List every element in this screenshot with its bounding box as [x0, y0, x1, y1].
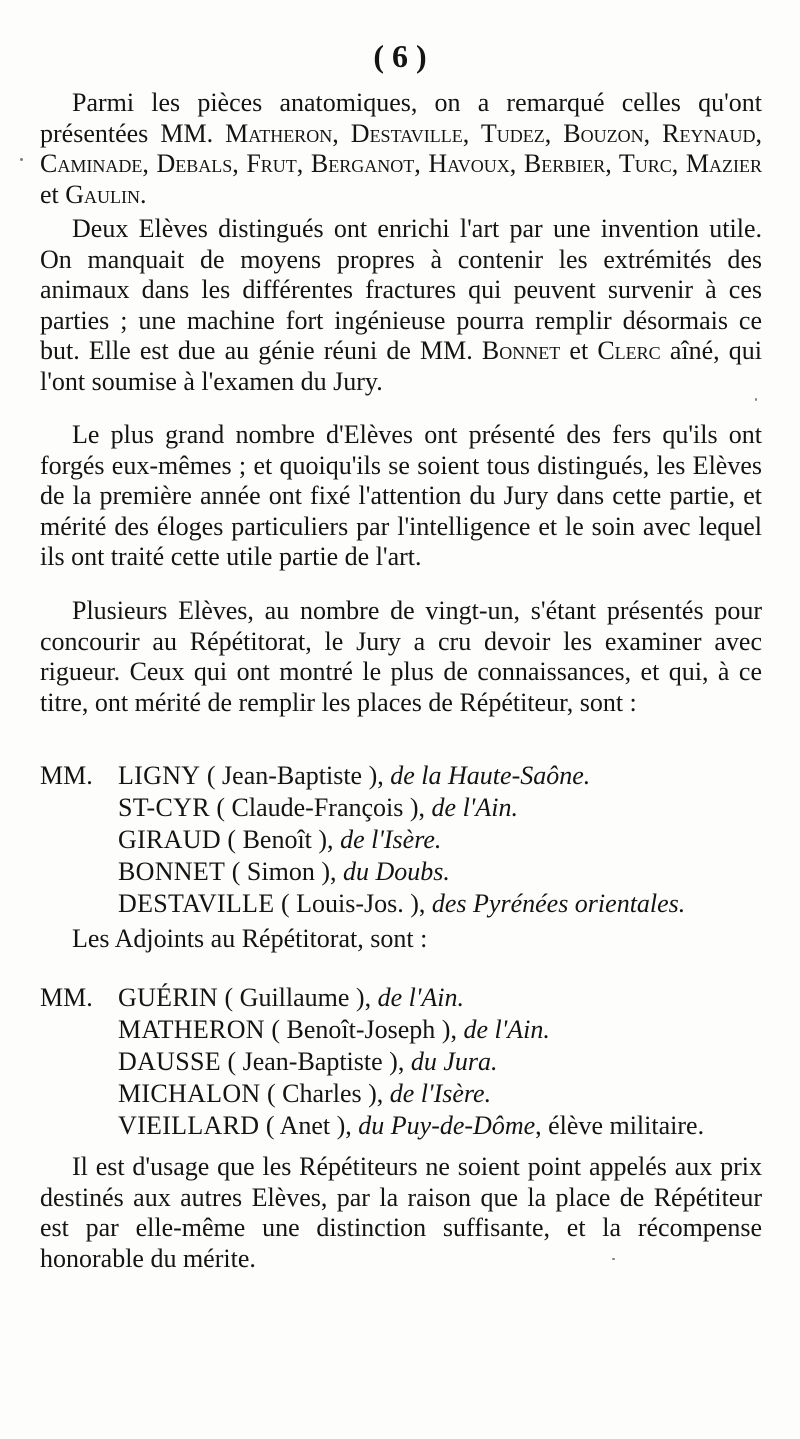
student-origin: de l'Isère.: [340, 825, 442, 854]
repetiteurs-list: [40, 760, 780, 920]
student-given-names: ( Benoît-Joseph ),: [264, 1015, 464, 1044]
list-item: [40, 856, 780, 888]
paragraph-usage: Il est d'usage que les Répétiteurs ne soient point appelés aux prix destinés aux autres Elèves, par la raison que la place de Répétiteur est par elle-même une distinction suffisante, et la récompense honorable du mérite.: [40, 1152, 762, 1273]
paragraph-end: .: [140, 179, 147, 209]
student-surname: LIGNY: [118, 761, 201, 790]
student-given-names: ( Louis-Jos. ),: [274, 889, 432, 918]
student-name-last: Gaulin: [65, 179, 141, 209]
list-lead: MM.: [40, 761, 93, 790]
list-lead: MM.: [40, 983, 93, 1012]
ink-speck: [755, 398, 757, 401]
student-surname: BONNET: [118, 857, 226, 886]
ink-speck: [20, 158, 23, 161]
list-item: [40, 1110, 780, 1142]
ink-speck: [612, 1258, 615, 1260]
list-item: [40, 982, 780, 1014]
list-item: [40, 824, 780, 856]
student-origin: de l'Ain.: [463, 1015, 550, 1044]
list-item: [40, 1078, 780, 1110]
student-origin: de l'Isère.: [389, 1079, 492, 1108]
student-given-names: ( Anet ),: [259, 1111, 359, 1140]
student-origin: de l'Ain.: [377, 983, 465, 1012]
paragraph-horseshoes: Le plus grand nombre d'Elèves ont présenté des fers qu'ils ont forgés eux-mêmes ; et quoiqu'ils se soient tous distingués, les Elèves de la première année ont fixé l'attention du Jury dans cette partie, et mérité des éloges particuliers par l'intelligence et le soin avec lequel ils ont traité cette utile partie de l'art.: [40, 420, 762, 572]
adjoints-heading: Les Adjoints au Répétitorat, sont :: [72, 924, 428, 953]
student-given-names: ( Claude-François ),: [209, 793, 432, 822]
student-given-names: ( Benoît ),: [220, 825, 341, 854]
student-given-names: ( Simon ),: [225, 857, 343, 886]
student-given-names: ( Jean-Baptiste ),: [200, 761, 391, 790]
invention-text-a: Deux Elèves distingués ont enrichi l'art par une invention utile. On manquait de moyens propres à contenir les extrémités des animaux dans les différentes fractures qui peuvent survenir à ces parties ; une machine fort ingénieuse pourra remplir désormais ce but. Elle est due au génie réuni de MM.: [40, 214, 762, 366]
student-origin: de l'Ain.: [431, 793, 518, 822]
student-names: Matheron, Destaville, Tudez, Bouzon, Reynaud, Caminade, Debals, Frut, Berganot, Havoux, Berbier, Turc, Mazier: [40, 118, 762, 179]
student-surname: ST-CYR: [118, 793, 210, 822]
paragraph-intro: Parmi les pièces anatomiques, on a remarqué celles qu'ont présentées MM.: [40, 88, 762, 148]
student-origin: du Doubs.: [342, 857, 450, 886]
list-item: [40, 1046, 780, 1078]
paragraph-invention: [40, 214, 762, 398]
paragraph-anatomical-pieces: [40, 88, 762, 210]
adjoints-list: [40, 982, 780, 1142]
student-surname: DAUSSE: [118, 1047, 221, 1076]
student-surname: DESTAVILLE: [118, 889, 275, 918]
student-surname: MICHALON: [118, 1079, 261, 1108]
invention-text-b: aîné, qui l'ont soumise à l'examen du Jury.: [40, 336, 763, 396]
list-item: [40, 792, 780, 824]
student-origin: du Puy-de-Dôme: [358, 1111, 536, 1140]
paragraph-conjunction: et: [40, 179, 66, 209]
inventor-name-bonnet: Bonnet: [481, 336, 561, 366]
student-surname: MATHERON: [118, 1015, 265, 1044]
student-origin: de la Haute-Saône.: [390, 761, 591, 790]
student-surname: GIRAUD: [118, 825, 221, 854]
list-item: [40, 888, 780, 920]
inventor-name-clerc: Clerc: [597, 336, 661, 366]
student-extra: , élève militaire.: [535, 1111, 705, 1140]
student-given-names: ( Jean-Baptiste ),: [220, 1047, 411, 1076]
list-item: [40, 1014, 780, 1046]
student-origin: du Jura.: [410, 1047, 498, 1076]
paragraph-repetitorat: Plusieurs Elèves, au nombre de vingt-un, s'étant présentés pour concourir au Répétitorat, le Jury a cru devoir les examiner avec rigueur. Ceux qui ont montré le plus de connaissances, et qui, à ce titre, ont mérité de remplir les places de Répétiteur, sont :: [40, 596, 762, 717]
student-origin: des Pyrénées orientales.: [431, 889, 686, 918]
invention-conjunction: et: [560, 336, 598, 366]
student-surname: VIEILLARD: [118, 1111, 260, 1140]
student-given-names: ( Charles ),: [260, 1079, 390, 1108]
page-number: ( 6 ): [373, 38, 427, 74]
student-surname: GUÉRIN: [118, 983, 219, 1012]
list-item: [40, 760, 780, 792]
student-given-names: ( Guillaume ),: [218, 983, 378, 1012]
